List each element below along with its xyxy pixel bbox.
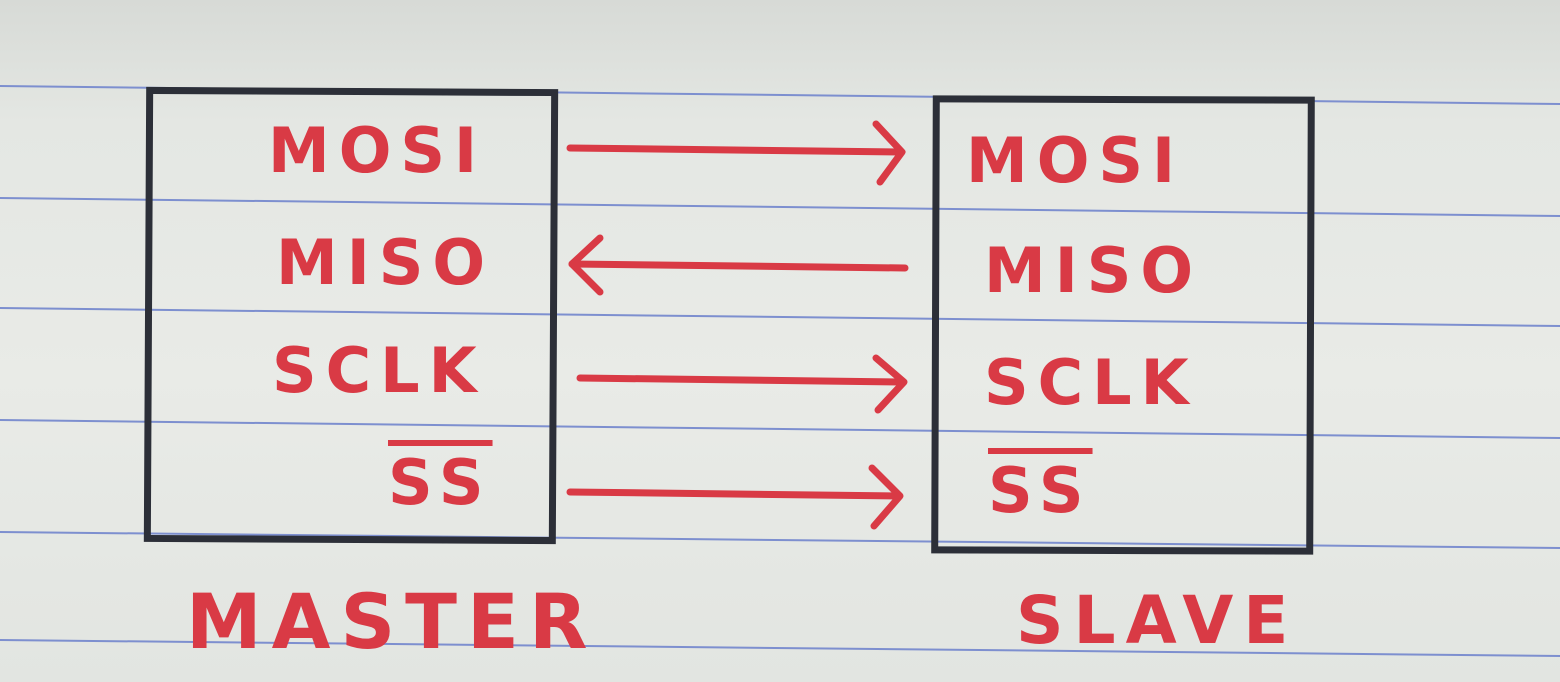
slave-sclk-label: SCLK	[984, 346, 1198, 419]
slave-miso-label: MISO	[984, 234, 1203, 307]
master-ss-label: $\overline{SS}$	[388, 446, 493, 519]
arrow-ss	[570, 468, 900, 526]
arrow-sclk	[580, 358, 904, 410]
master-sclk-label: SCLK	[272, 334, 486, 407]
slave-mosi-label: MOSI	[966, 124, 1185, 197]
master-miso-label: MISO	[276, 226, 495, 299]
arrow-miso	[572, 238, 905, 292]
arrow-mosi	[570, 124, 902, 182]
master-title: MASTER	[186, 577, 598, 666]
slave-ss-label: $\overline{SS}$	[988, 454, 1093, 527]
master-mosi-label: MOSI	[268, 114, 487, 187]
slave-title: SLAVE	[1016, 582, 1299, 659]
